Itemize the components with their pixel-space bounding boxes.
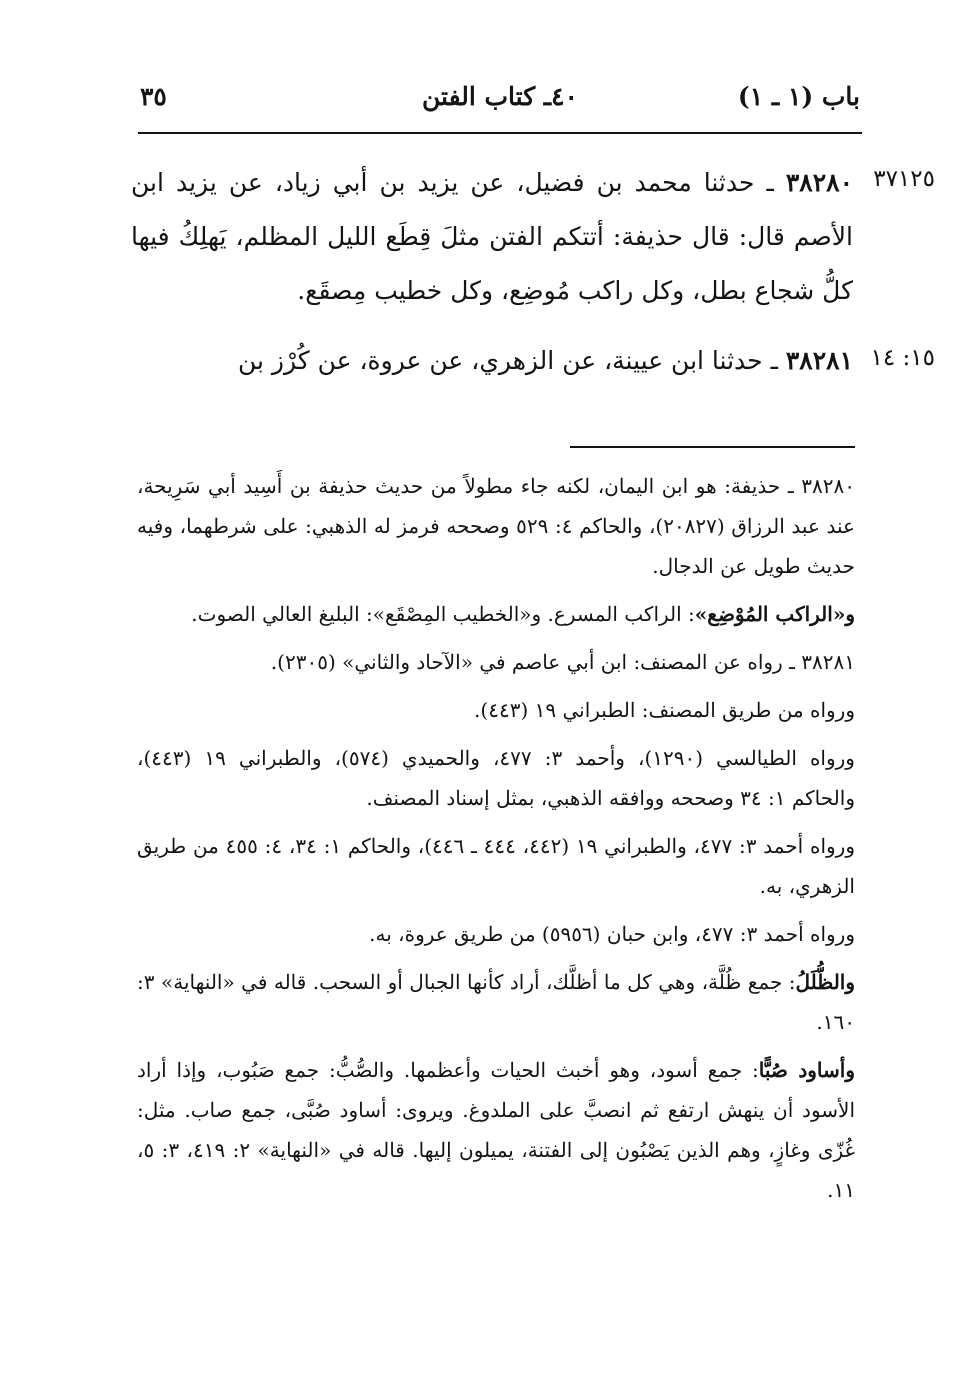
- footnote-paragraph: [137, 1050, 855, 1210]
- footnotes: [137, 466, 855, 1218]
- footnote-paragraph: [137, 738, 855, 818]
- footnote-term: و«الراكب المُوْضِع»: [694, 602, 855, 626]
- header-rule: [138, 132, 862, 134]
- hadith-entry: [131, 334, 853, 388]
- footnote-text: ورواه الطيالسي (١٢٩٠)، وأحمد ٣: ٤٧٧، والحميدي (٥٧٤)، والطبراني ١٩ (٤٤٣)، والحاكم ١: ٣٤ وصححه ووافقه الذهبي، بمثل إسناد المصنف.: [137, 746, 855, 810]
- footnote-text: ورواه أحمد ٣: ٤٧٧، وابن حبان (٥٩٥٦) من طريق عروة، به.: [369, 922, 855, 946]
- footnote-paragraph: [137, 962, 855, 1042]
- footnote-term: والظُّلَلُ: [795, 970, 855, 994]
- margin-reference: ١٥: ١٤: [870, 345, 935, 371]
- footnote-text: ورواه من طريق المصنف: الطبراني ١٩ (٤٤٣).: [474, 698, 855, 722]
- footnote-paragraph: [137, 690, 855, 730]
- hadith-number: ٣٨٢٨٠: [785, 168, 853, 197]
- footnote-text: : الراكب المسرع. و«الخطيب المِصْقَع»: البليغ العالي الصوت.: [191, 602, 695, 626]
- footnote-separator: [570, 446, 855, 448]
- page-header: [140, 82, 860, 122]
- chapter-label: باب (١ ـ ١): [737, 82, 860, 111]
- footnote-paragraph: [137, 642, 855, 682]
- footnote-text: ٣٨٢٨٠ ـ حذيفة: هو ابن اليمان، لكنه جاء مطولاً من حديث حذيفة بن أَسِيد أبي سَرِيحة، عند عبد الرزاق (٢٠٨٢٧)، والحاكم ٤: ٥٢٩ وصححه فرمز له الذهبي: على شرطهما، وفيه حديث طويل عن الدجال.: [137, 474, 855, 578]
- footnote-paragraph: [137, 914, 855, 954]
- footnote-paragraph: [137, 466, 855, 586]
- hadith-text: ـ حدثنا محمد بن فضيل، عن يزيد بن أبي زياد، عن يزيد ابن الأصم قال: قال حذيفة: أتتكم الفتن مثلَ قِطَع الليل المظلم، يَهلِكُ فيها كلُّ شجاع بطل، وكل راكب مُوضِع، وكل خطيب مِصقَع.: [131, 168, 853, 305]
- margin-reference: ٣٧١٢٥: [873, 166, 935, 192]
- footnote-text: ورواه أحمد ٣: ٤٧٧، والطبراني ١٩ (٤٤٢، ٤٤٤ ـ ٤٤٦)، والحاكم ١: ٣٤، ٤: ٤٥٥ من طريق الزهري، به.: [137, 834, 855, 898]
- hadith-entry: [131, 156, 853, 318]
- footnote-text: : جمع أسود، وهو أخبث الحيات وأعظمها. والصُّبُّ: جمع صَبُوب، وإذا أراد الأسود أن ينهش ارتفع ثم انصبَّ على الملدوغ. ويروى: أساود صُبَّى، جمع صاب. مثل: غُزّى وغازٍ، وهم الذين يَصْبُون إلى الفتنة، يميلون إليها. قاله في «النهاية» ٢: ٤١٩، ٣: ٥، ١١.: [137, 1058, 855, 1202]
- footnote-text: : جمع ظُلَّة، وهي كل ما أظلَّك، أراد كأنها الجبال أو السحب. قاله في «النهاية» ٣: ١٦٠.: [137, 970, 855, 1034]
- hadith-number: ٣٨٢٨١: [785, 346, 853, 375]
- footnote-paragraph: [137, 826, 855, 906]
- footnote-paragraph: [137, 594, 855, 634]
- hadith-text: ـ حدثنا ابن عيينة، عن الزهري، عن عروة، عن كُرْز بن: [237, 346, 778, 375]
- page-number: ٣٥: [140, 82, 167, 111]
- footnote-text: ٣٨٢٨١ ـ رواه عن المصنف: ابن أبي عاصم في «الآحاد والثاني» (٢٣٠٥).: [270, 650, 855, 674]
- book-title: ٤٠ـ كتاب الفتن: [422, 82, 578, 111]
- footnote-term: وأساود صُبًّا: [758, 1058, 855, 1082]
